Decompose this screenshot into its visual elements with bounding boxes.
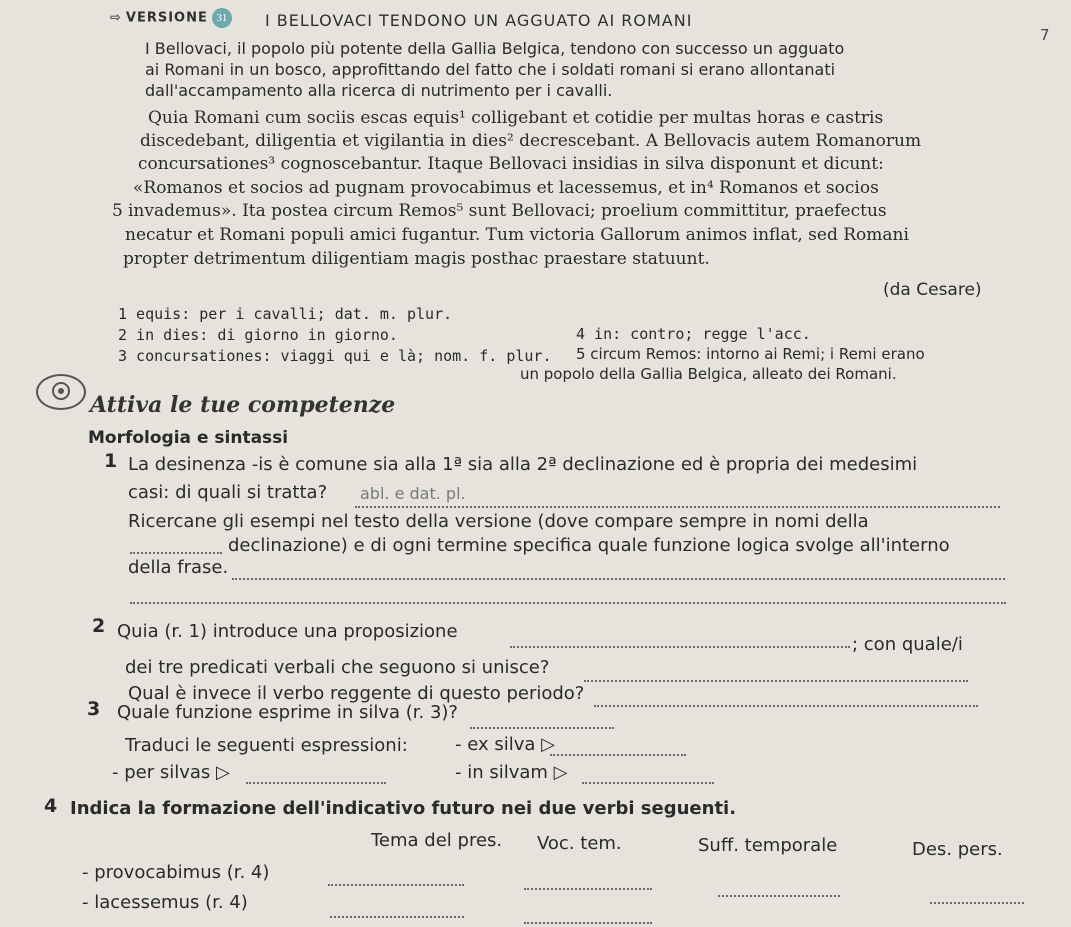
footnote: 1 equis: per i cavalli; dat. m. plur. [118,305,453,323]
answer-line [524,888,652,890]
version-number-badge: 31 [212,8,232,28]
question-text: Quia (r. 1) introduce una proposizione [117,621,458,642]
question-text: Traduci le seguenti espressioni: [125,735,408,756]
question-number: 2 [92,615,106,637]
question-text: La desinenza -is è comune sia alla 1ª sia alla 2ª declinazione ed è propria dei medesimi [128,454,918,475]
latin-line: «Romanos et socios ad pugnam provocabimus et lacessemus, et in⁴ Romanos et socios [133,178,879,198]
verb-row: - lacessemus (r. 4) [82,892,248,913]
latin-line: Quia Romani cum sociis escas equis¹ colligebant et cotidie per multas horas e castris [148,108,884,128]
table-header: Tema del pres. [371,830,503,851]
intro-line: dall'accampamento alla ricerca di nutrimento per i cavalli. [145,81,613,100]
table-header: Suff. temporale [698,835,838,856]
question-text: declinazione) e di ogni termine specifica quale funzione logica svolge all'interno [228,535,950,556]
intro-line: I Bellovaci, il popolo più potente della Gallia Belgica, tendono con successo un agguato [145,39,845,58]
handwritten-answer: abl. e dat. pl. [360,484,466,503]
answer-line [355,506,1000,508]
answer-line [328,884,464,886]
answer-line [130,552,222,554]
expression: - per silvas ▷ [112,762,230,783]
expression: - ex silva ▷ [455,734,555,755]
table-header: Des. pers. [912,839,1003,860]
version-title: I BELLOVACI TENDONO UN AGGUATO AI ROMANI [265,11,693,30]
version-header [110,8,232,28]
footnote: 2 in dies: di giorno in giorno. [118,326,398,344]
question-text: ; con quale/i [852,634,963,655]
footnote: 3 concursationes: viaggi qui e là; nom. f. plur. [118,347,552,365]
latin-line: propter detrimentum diligentiam magis posthac praestare statuunt. [123,249,710,269]
answer-line [130,602,1006,604]
latin-line: invademus». Ita postea circum Remos⁵ sunt Bellovaci; proelium committitur, praefectus [128,201,887,221]
question-number: 1 [104,450,118,472]
answer-line [232,578,1005,580]
subsection-title: Morfologia e sintassi [88,428,289,448]
competence-icon [36,374,86,410]
intro-line: ai Romani in un bosco, approfittando del fatto che i soldati romani si erano allontanati [145,60,836,79]
answer-line [510,646,850,648]
question-text: della frase. [128,557,229,578]
question-text: Indica la formazione dell'indicativo futuro nei due verbi seguenti. [70,798,737,819]
latin-line: discedebant, diligentia et vigilantia in dies² decrescebant. A Bellovacis autem Romanorum [140,131,922,151]
question-text: Qual è invece il verbo reggente di questo periodo? [128,683,585,704]
question-text: Quale funzione esprime in silva (r. 3)? [117,702,458,723]
question-text: Ricercane gli esempi nel testo della versione (dove compare sempre in nomi della [128,511,869,532]
table-header: Voc. tem. [537,833,622,854]
answer-line [930,902,1024,904]
arrow-icon: ⇨ [110,10,122,26]
footnote: un popolo della Gallia Belgica, alleato dei Romani. [520,365,897,383]
footnote: 5 circum Remos: intorno ai Remi; i Remi erano [576,345,925,363]
question-number: 4 [44,795,58,817]
question-text: dei tre predicati verbali che seguono si unisce? [125,657,550,678]
page-mark: 7 [1040,26,1050,44]
answer-line [330,916,464,918]
expression: - in silvam ▷ [455,762,568,783]
section-title: Attiva le tue competenze [90,392,396,418]
answer-line [582,782,714,784]
question-text: casi: di quali si tratta? [128,482,328,503]
answer-line [470,727,614,729]
footnote: 4 in: contro; regge l'acc. [576,325,811,343]
source-credit: (da Cesare) [883,280,982,300]
answer-line [718,895,840,897]
line-number: 5 [112,201,123,221]
verb-row: - provocabimus (r. 4) [82,862,270,883]
answer-line [246,782,386,784]
answer-line [524,922,652,924]
latin-line: concursationes³ cognoscebantur. Itaque Bellovaci insidias in silva disponunt et dicunt: [138,154,884,174]
answer-line [584,680,968,682]
answer-line [594,705,978,707]
answer-line [550,754,686,756]
question-number: 3 [87,698,101,720]
version-tag: VERSIONE [125,10,208,26]
latin-line: necatur et Romani populi amici fugantur. Tum victoria Gallorum animos inflat, sed Romani [125,225,909,245]
